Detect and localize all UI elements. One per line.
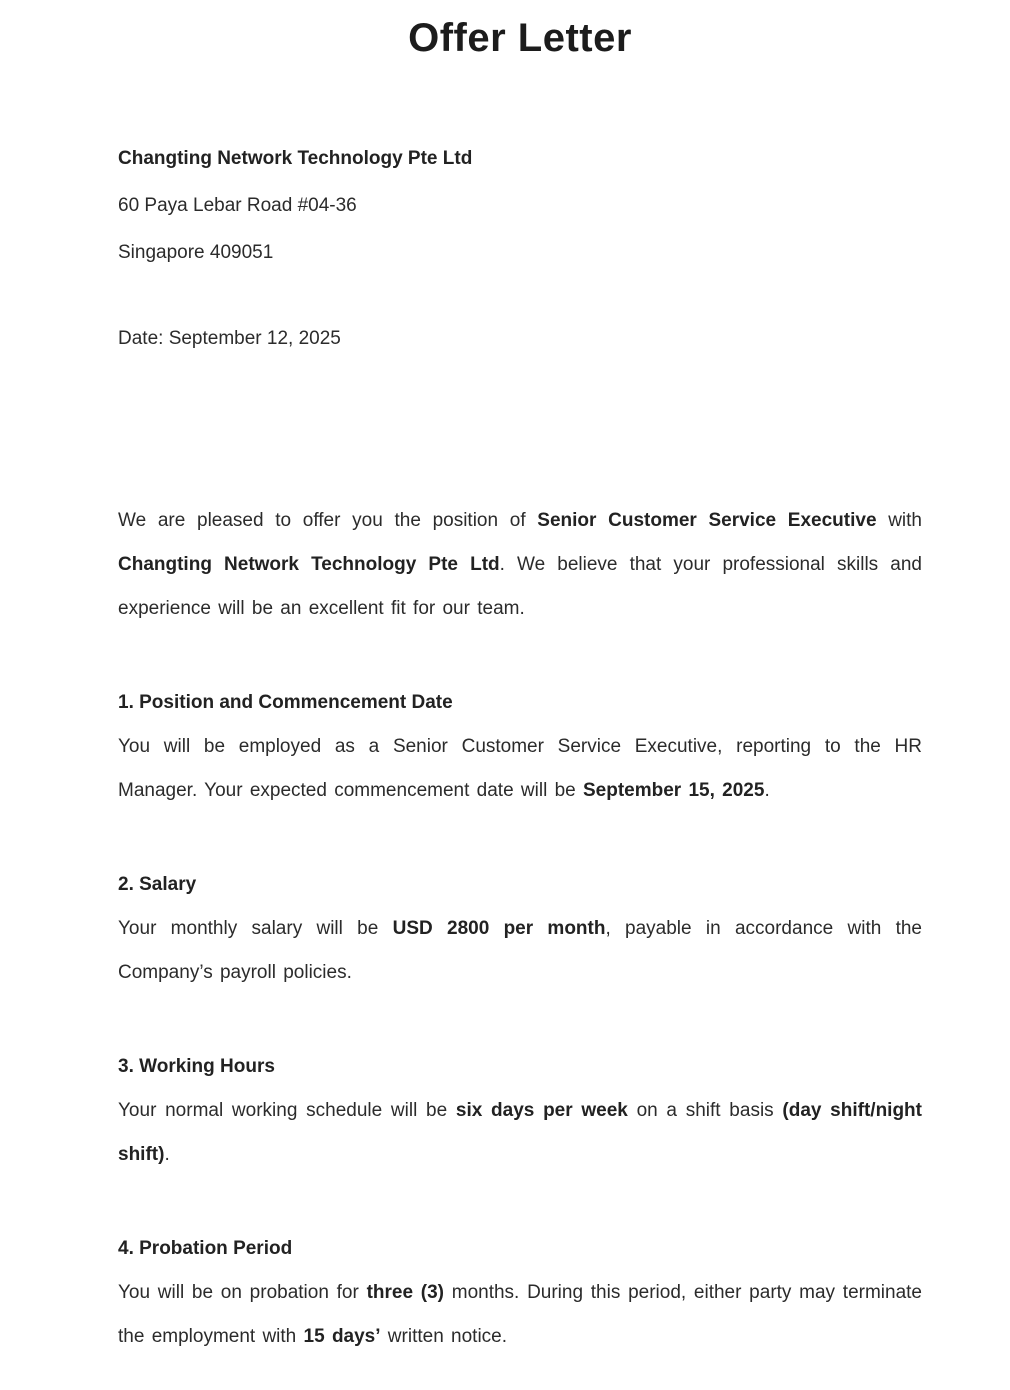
section-heading: 1. Position and Commencement Date bbox=[118, 692, 453, 713]
section-heading: 4. Probation Period bbox=[118, 1238, 293, 1259]
company-block bbox=[118, 135, 922, 276]
intro-paragraph: We are pleased to offer you the position of Senior Customer Service Executive with Changting Network Technology Pte Ltd. We believe that your professional skills and experience will be an excellent fit for our team. bbox=[118, 510, 922, 619]
document-title: Offer Letter bbox=[408, 16, 632, 60]
section-body: Your normal working schedule will be six days per week on a shift basis (day shift/night shift). bbox=[118, 1100, 922, 1165]
section-salary bbox=[118, 863, 922, 995]
section-working-hours bbox=[118, 1045, 922, 1177]
section-heading: 2. Salary bbox=[118, 874, 197, 895]
section-heading: 3. Working Hours bbox=[118, 1056, 275, 1077]
section-body: Your monthly salary will be USD 2800 per month, payable in accordance with the Company’s payroll policies. bbox=[118, 918, 922, 983]
company-address-line2: Singapore 409051 bbox=[118, 242, 274, 263]
section-probation-period bbox=[118, 1227, 922, 1359]
section-body: You will be on probation for three (3) months. During this period, either party may terminate the employment with 15 days’ written notice. bbox=[118, 1282, 923, 1347]
date-line: Date: September 12, 2025 bbox=[118, 328, 341, 349]
section-position-and-commencement-date bbox=[118, 681, 922, 813]
company-address-line1: 60 Paya Lebar Road #04-36 bbox=[118, 195, 357, 216]
section-body: You will be employed as a Senior Customer Service Executive, reporting to the HR Manager. Your expected commencement date will be September 15, 2025. bbox=[118, 736, 922, 801]
company-name: Changting Network Technology Pte Ltd bbox=[118, 148, 473, 169]
